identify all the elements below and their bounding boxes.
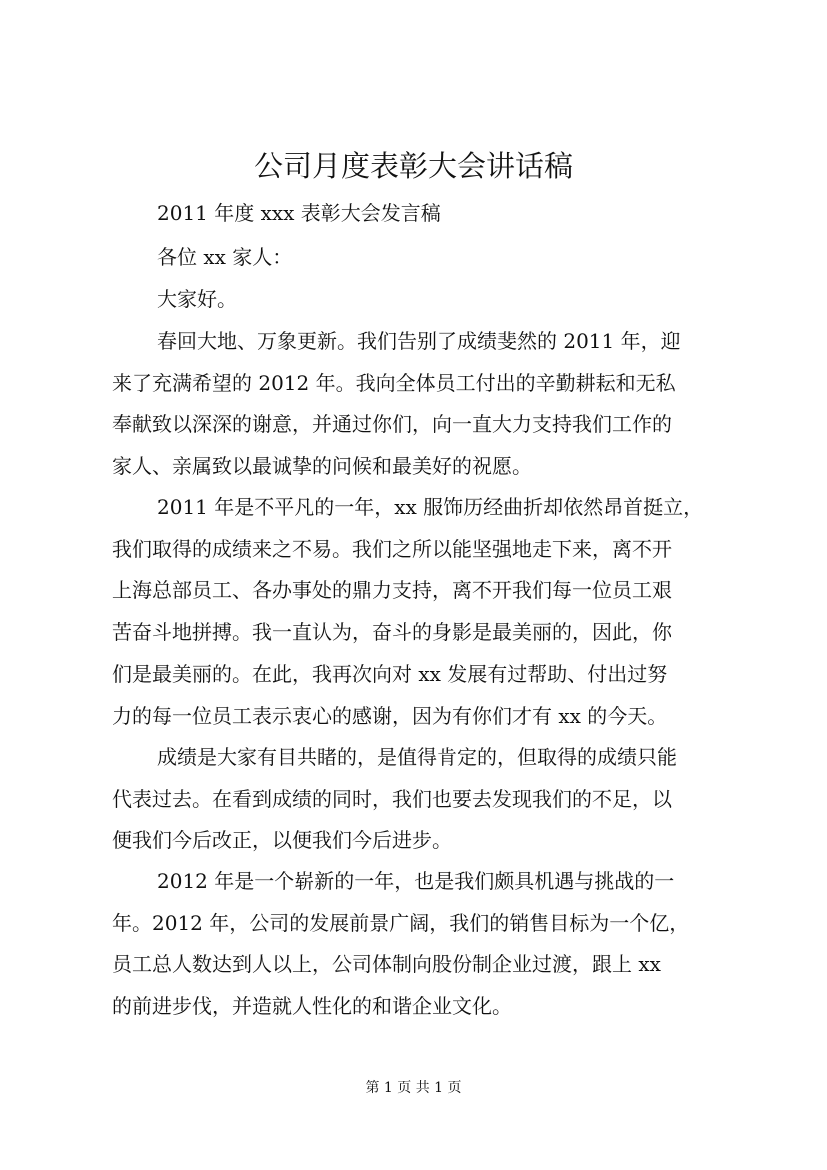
text-line-15: 代表过去。在看到成绩的同时，我们也要去发现我们的不足，以	[112, 787, 672, 811]
document-title: 公司月度表彰大会讲话稿	[253, 149, 573, 183]
text-line-1: 2011 年度 xxx 表彰大会发言稿	[157, 201, 441, 225]
text-line-13: 力的每一位员工表示衷心的感谢，因为有你们才有 xx 的今天。	[112, 704, 668, 728]
text-line-11: 苦奋斗地拼搏。我一直认为，奋斗的身影是最美丽的，因此，你	[112, 620, 672, 644]
text-line-3: 大家好。	[157, 287, 237, 311]
text-line-4: 春回大地、万象更新。我们告别了成绩斐然的 2011 年，迎	[157, 329, 681, 353]
text-line-20: 的前进步伐，并造就人性化的和谐企业文化。	[112, 994, 512, 1018]
text-line-17: 2012 年是一个崭新的一年，也是我们颇具机遇与挑战的一	[157, 869, 675, 893]
page-footer: 第 1 页 共 1 页	[365, 1080, 462, 1096]
text-line-2: 各位 xx 家人：	[157, 245, 293, 269]
text-line-5: 来了充满希望的 2012 年。我向全体员工付出的辛勤耕耘和无私	[112, 371, 676, 395]
text-line-16: 便我们今后改正，以便我们今后进步。	[112, 828, 452, 852]
text-line-6: 奉献致以深深的谢意，并通过你们，向一直大力支持我们工作的	[112, 412, 672, 436]
text-line-18: 年。2012 年，公司的发展前景广阔，我们的销售目标为一个亿，	[112, 911, 690, 935]
text-line-9: 我们取得的成绩来之不易。我们之所以能坚强地走下来，离不开	[112, 537, 672, 561]
text-line-10: 上海总部员工、各办事处的鼎力支持，离不开我们每一位员工艰	[112, 578, 672, 602]
text-line-12: 们是最美丽的。在此，我再次向对 xx 发展有过帮助、付出过努	[112, 662, 668, 686]
text-line-14: 成绩是大家有目共睹的，是值得肯定的，但取得的成绩只能	[157, 745, 677, 769]
text-line-7: 家人、亲属致以最诚挚的问候和最美好的祝愿。	[112, 454, 532, 478]
text-line-19: 员工总人数达到人以上，公司体制向股份制企业过渡，跟上 xx	[112, 952, 661, 976]
text-line-8: 2011 年是不平凡的一年，xx 服饰历经曲折却依然昂首挺立，	[157, 495, 704, 519]
